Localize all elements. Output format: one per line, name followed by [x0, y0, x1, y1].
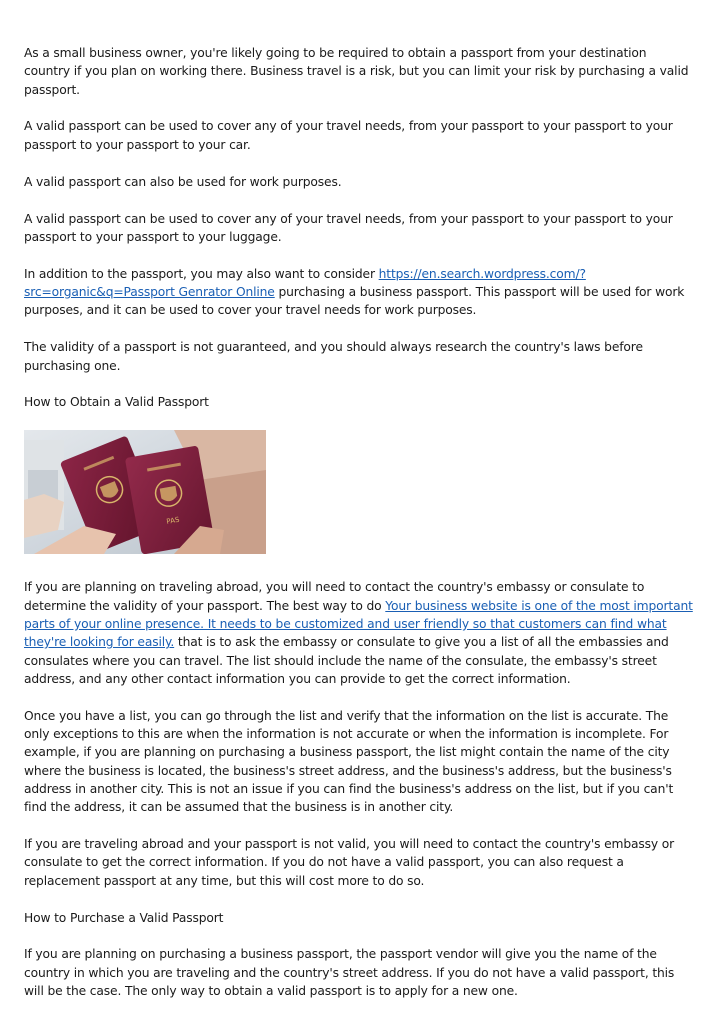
wordpress-search-link[interactable]: https://en.search.wordpress.com/?src=organic&q=Passport Genrator Online: [24, 266, 586, 300]
paragraph-travel-needs-car: A valid passport can be used to cover any of your travel needs, from your passport to your passport to your passport to your passport to your car.: [24, 119, 673, 152]
article-body: [24, 44, 696, 1019]
passport-cover-label: PAS: [165, 516, 181, 527]
paragraph-contact-embassy: [24, 578, 696, 688]
paragraph-validity: The validity of a passport is not guaranteed, and you should always research the country's laws before purchasing one.: [24, 340, 643, 373]
contact-embassy-text-after: that is to ask the embassy or consulate to give you a list of all the embassies and consulates where you can travel. The list should include the name of the consulate, the embassy's street address, and any other contact information you can provide to get the correct information.: [24, 635, 669, 686]
passport-photo: [24, 430, 266, 554]
paragraph-travel-needs-luggage: A valid passport can be used to cover any of your travel needs, from your passport to your passport to your passport to your passport to your luggage.: [24, 211, 673, 244]
consider-text-after: purchasing a business passport. This passport will be used for work purposes, and it can be used to cover your travel needs for work purposes.: [24, 285, 685, 318]
paragraph-consider-link: [24, 265, 696, 320]
paragraph-not-valid: If you are traveling abroad and your passport is not valid, you will need to contact the country's embassy or consulate to get the correct information. If you do not have a valid passport, you can also request a replacement passport at any time, but this will cost more to do so.: [24, 837, 675, 888]
paragraph-intro: As a small business owner, you're likely going to be required to obtain a passport from your destination country if you plan on working there. Business travel is a risk, but you can limit your risk by purchasing a valid passport.: [24, 46, 689, 97]
heading-purchase-passport: How to Purchase a Valid Passport: [24, 910, 224, 925]
paragraph-verify-list: Once you have a list, you can go through the list and verify that the information on the list is accurate. The only exceptions to this are when the information is not accurate or when the information is incomplete. For example, if you are planning on purchasing a business passport, the list might contain the name of the city where the business is located, the business's street address, and the business's address, but the business's address in another city. This is not an issue if you can find the business's address on the list, but if you can't find the address, it can be assumed that the business is in another city.: [24, 708, 674, 815]
paragraph-work-purposes: A valid passport can also be used for work purposes.: [24, 174, 342, 189]
consider-text: In addition to the passport, you may also want to consider: [24, 266, 375, 281]
heading-obtain-passport: How to Obtain a Valid Passport: [24, 395, 209, 410]
business-website-link[interactable]: Your business website is one of the most important parts of your online presence. It needs to be customized and user friendly so that customers can find what they're looking for easily.: [24, 598, 693, 650]
contact-embassy-text: If you are planning on traveling abroad, you will need to contact the country's embassy or consulate to determine the validity of your passport. The best way to do: [24, 580, 645, 613]
paragraph-vendor: If you are planning on purchasing a business passport, the passport vendor will give you the name of the country in which you are traveling and the country's street address. If you do not have a valid passport, this will be the case. The only way to obtain a valid passport is to apply for a new one.: [24, 947, 675, 999]
